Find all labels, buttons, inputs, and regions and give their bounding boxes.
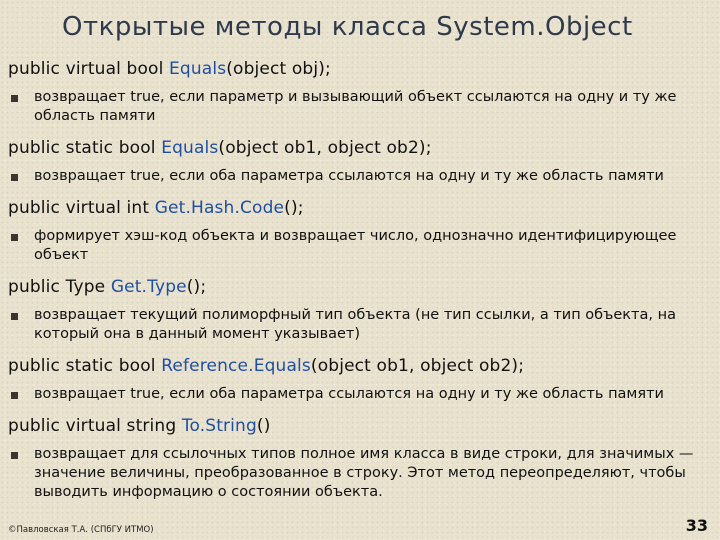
signature-suffix: ();: [186, 277, 207, 297]
square-bullet-icon: [11, 174, 18, 181]
bullet-item: [8, 445, 708, 502]
method-name: Reference.Equals: [161, 356, 311, 376]
bullet-item: [8, 167, 708, 186]
bullet-item: [8, 385, 708, 404]
bullet-item: [8, 306, 708, 344]
method-block: [8, 137, 708, 186]
method-list: [8, 58, 708, 513]
signature-suffix: (object ob1, object ob2);: [310, 356, 525, 376]
method-block: [8, 415, 708, 502]
method-block: [8, 355, 708, 404]
square-bullet-icon: [11, 95, 18, 102]
method-description: возвращает для ссылочных типов полное имя класса в виде строки, для значимых — значение величины, преобразованное в строку. Этот метод переопределяют, чтобы выводить информацию о состоянии объекта.: [34, 446, 694, 500]
square-bullet-icon: [11, 452, 18, 459]
method-description: возвращает true, если оба параметра ссылаются на одну и ту же область памяти: [34, 168, 664, 184]
method-block: [8, 197, 708, 265]
page-number: 33: [685, 516, 708, 535]
method-name: To.String: [181, 416, 257, 436]
signature-suffix: ();: [284, 198, 304, 218]
method-block: [8, 58, 708, 126]
method-signature: [8, 137, 708, 159]
signature-suffix: (object ob1, object ob2);: [218, 138, 432, 158]
signature-prefix: public virtual string: [8, 416, 182, 436]
signature-prefix: public virtual int: [8, 198, 155, 218]
method-block: [8, 276, 708, 344]
method-name: Get.Hash.Code: [154, 198, 285, 218]
slide-title: Открытые методы класса System.Object: [62, 12, 633, 42]
method-name: Equals: [161, 138, 219, 158]
method-name: Equals: [169, 59, 227, 79]
footer-copyright: ©Павловская Т.А. (СПбГУ ИТМО): [8, 525, 154, 535]
method-signature: [8, 415, 708, 437]
method-description: возвращает текущий полиморфный тип объекта (не тип ссылки, а тип объекта, на который она в данный момент указывает): [34, 307, 676, 342]
method-signature: [8, 58, 708, 80]
method-signature: [8, 355, 708, 377]
method-description: формирует хэш-код объекта и возвращает число, однозначно идентифицирующее объект: [34, 228, 677, 263]
signature-suffix: (object obj);: [226, 59, 331, 79]
signature-prefix: public static bool: [8, 356, 162, 376]
square-bullet-icon: [11, 392, 18, 399]
method-description: возвращает true, если оба параметра ссылаются на одну и ту же область памяти: [34, 386, 664, 402]
method-signature: [8, 276, 708, 298]
square-bullet-icon: [11, 234, 18, 241]
method-name: Get.Type: [110, 277, 187, 297]
square-bullet-icon: [11, 313, 18, 320]
method-signature: [8, 197, 708, 219]
signature-prefix: public Type: [8, 277, 111, 297]
signature-suffix: (): [256, 416, 271, 436]
signature-prefix: public virtual bool: [8, 59, 170, 79]
bullet-item: [8, 88, 708, 126]
method-description: возвращает true, если параметр и вызывающий объект ссылаются на одну и ту же область памяти: [34, 89, 677, 124]
signature-prefix: public static bool: [8, 138, 162, 158]
bullet-item: [8, 227, 708, 265]
